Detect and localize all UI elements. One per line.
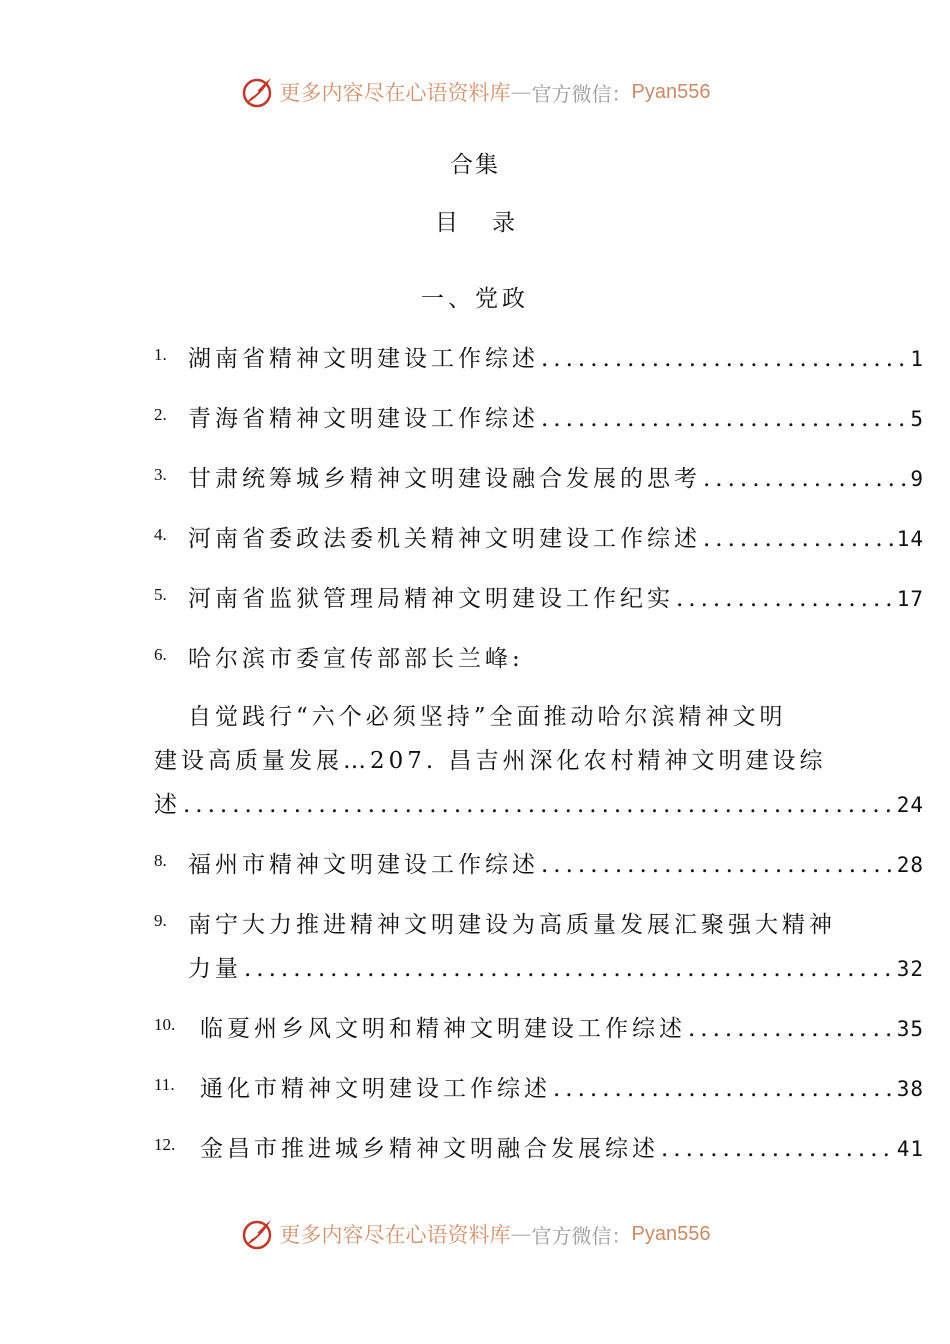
toc-entry-page: 35 [896,1017,924,1041]
watermark-brand: 更多内容尽在心语资料库 [279,81,511,105]
watermark-id: Pyan556 [631,80,711,103]
toc-entry-title: 临夏州乡风文明和精神文明建设工作综述 [200,1016,686,1042]
toc-entry-number: 11. [154,1075,175,1094]
toc-leader-dots [541,406,906,432]
watermark-footer [0,1214,950,1254]
quill-logo-icon [240,1217,274,1251]
watermark-label: 官方微信： [531,81,632,106]
toc-entry-title-line1: 自觉践行“六个必须坚持”全面推动哈尔滨精神文明 [188,704,787,730]
toc-leader-dots [703,526,893,552]
toc-entry-number: 2. [154,405,167,424]
toc-entry-page: 17 [896,587,924,611]
toc-entry-title: 福州市精神文明建设工作综述 [188,852,539,878]
toc-entry-title: 河南省委政法委机关精神文明建设工作综述 [188,526,701,552]
toc-entry-page: 14 [896,527,924,551]
watermark-header [0,72,950,112]
toc-entry-number: 12. [154,1135,176,1154]
toc-entry-title-line3: 述 [154,792,181,818]
toc-entry-number: 10. [154,1015,176,1034]
toc-entry-page: 38 [896,1077,924,1101]
toc-leader-dots [541,852,893,878]
quill-logo-icon [240,75,274,109]
toc-entry-title-line2: 建设高质量发展…207. 昌吉州深化农村精神文明建设综 [154,748,827,774]
toc-entry-title-line2: 力量 [188,956,242,982]
toc-entry-number: 5. [154,585,167,604]
watermark-dash: — [510,1222,532,1246]
toc-entry-title: 金昌市推进城乡精神文明融合发展综述 [200,1136,659,1162]
toc-entry-title: 青海省精神文明建设工作综述 [188,406,539,432]
toc-entry-number: 4. [154,525,167,544]
toc-leader-dots [661,1136,893,1162]
watermark-label: 官方微信： [531,1223,632,1248]
toc-entry-title: 通化市精神文明建设工作综述 [200,1076,551,1102]
toc-leader-dots [688,1016,893,1042]
toc-leader-dots [541,346,906,372]
toc-entry-page: 41 [896,1137,924,1161]
toc-entry-page: 32 [896,957,924,981]
toc-entry-number: 6. [154,645,167,664]
toc-entry-number: 3. [154,465,167,484]
toc-entry-page: 9 [910,467,924,491]
toc-entry-page: 24 [896,793,924,817]
watermark-id: Pyan556 [631,1222,711,1245]
toc-entry-page: 1 [910,347,924,371]
watermark-brand: 更多内容尽在心语资料库 [279,1223,511,1247]
toc-leader-dots [553,1076,893,1102]
toc-leader-dots [244,956,893,982]
toc-entry-title: 河南省监狱管理局精神文明建设工作纪实 [188,586,674,612]
toc-entry-page: 5 [910,407,924,431]
toc-entry-title: 南宁大力推进精神文明建设为高质量发展汇聚强大精神 [188,912,836,938]
toc-entry-page: 28 [896,853,924,877]
toc-entry-number: 8. [154,851,167,870]
toc-entry-title: 湖南省精神文明建设工作综述 [188,346,539,372]
contents-heading: 目录 [435,210,549,236]
watermark-dash: — [510,80,532,104]
toc-leader-dots [183,792,893,818]
toc-entry-number: 1. [154,345,167,364]
toc-entry-number: 9. [154,911,167,930]
toc-leader-dots [676,586,893,612]
toc-entry-title: 哈尔滨市委宣传部部长兰峰: [188,646,524,672]
toc-entry-title: 甘肃统筹城乡精神文明建设融合发展的思考 [188,466,701,492]
toc-leader-dots [703,466,906,492]
section-heading: 一、党政 [421,286,529,312]
document-title: 合集 [450,152,500,178]
